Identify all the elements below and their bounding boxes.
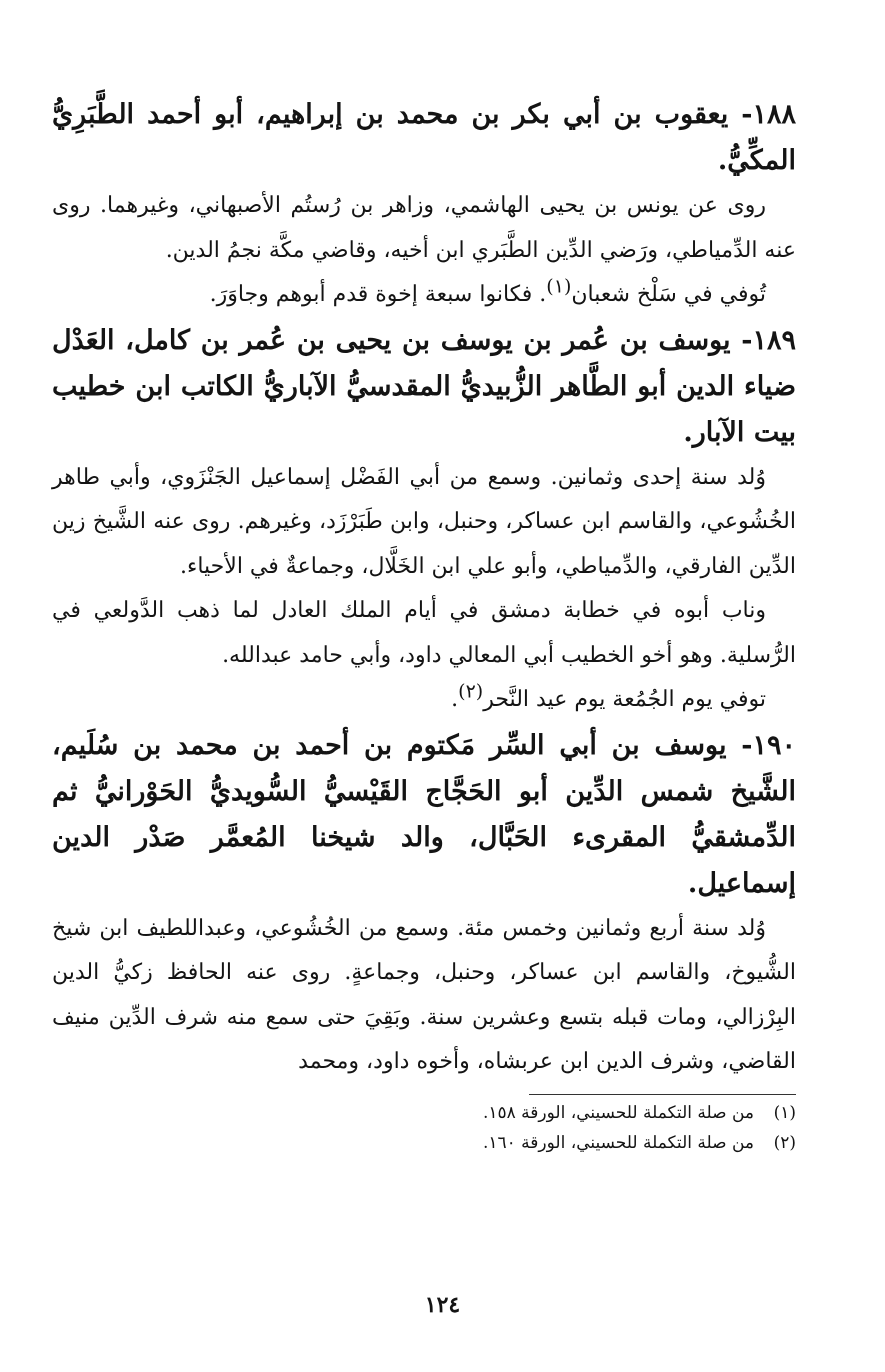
entry-heading-190	[52, 723, 796, 907]
footnote-divider	[529, 1094, 796, 1095]
footnote-marker[interactable]: (٢)	[458, 680, 484, 703]
footnote-text: من صلة التكملة للحسيني، الورقة ١٦٠.	[482, 1133, 754, 1153]
page-body	[52, 92, 796, 1085]
footnote-text: من صلة التكملة للحسيني، الورقة ١٥٨.	[482, 1103, 754, 1123]
paragraph-text: توفي يوم الجُمُعة يوم عيد النَّحر	[483, 687, 766, 712]
footnote-marker[interactable]: (١)	[546, 275, 572, 298]
paragraph-text: وُلد سنة أربع وثمانين وخمس مئة. وسمع من الخُشُوعي، وعبداللطيف ابن شيخ الشُّيوخ، والقاسم ابن عساكر، وحنبل، وجماعةٍ. روى عنه الحافظ زكيُّ الدين البِرْزالي، ومات قبله بتسع وعشرين سنة. وبَقِيَ حتى سمع منه شرف الدِّين منيف القاضي، وشرف الدين ابن عربشاه، وأخوه داود، ومحمد	[52, 915, 796, 1074]
page-number: ١٢٤	[424, 1292, 461, 1318]
entry-dash: -	[726, 729, 753, 761]
paragraph-text: وناب أبوه في خطابة دمشق في أيام الملك العادل لما ذهب الدَّولعي في الرُّسلية. وهو أخو الخطيب أبي المعالي داود، وأبي حامد عبدالله.	[52, 598, 796, 668]
paragraph-text: وُلد سنة إحدى وثمانين. وسمع من أبي الفَضْل إسماعيل الجَنْزَوي، وأبي طاهر الخُشُوعي، والقاسم ابن عساكر، وحنبل، وابن طَبَرْزَد، وغيرهم. روى عنه الشَّيخ زين الدِّين الفارقي، والدِّمياطي، وأبو علي ابن الخَلَّال، وجماعةٌ في الأحياء.	[52, 464, 796, 579]
entry-number: ١٨٩	[752, 324, 797, 356]
paragraph	[52, 456, 796, 590]
paragraph	[52, 678, 796, 723]
paragraph-text-continued: . فكانوا سبعة إخوة قدم أبوهم وجاوَرَ.	[209, 282, 547, 307]
paragraph	[52, 273, 796, 318]
paragraph-text: تُوفي في سَلْخ شعبان	[571, 282, 766, 307]
entry-heading-189	[52, 318, 796, 456]
entry-number: ١٩٠	[752, 729, 796, 761]
paragraph-text: روى عن يونس بن يحيى الهاشمي، وزاهر بن رُستُم الأصبهاني، وغيرهما. روى عنه الدِّمياطي، ورَضي الدِّين الطَّبَري ابن أخيه، وقاضي مكَّة نجمُ الدين.	[52, 193, 796, 263]
footnote-item	[52, 1098, 796, 1128]
entry-title: يوسف بن أبي السِّر مَكتوم بن أحمد بن محمد بن سُلَيم، الشَّيخ شمس الدِّين أبو الحَجَّاج القَيْسيُّ السُّويديُّ الحَوْرانيُّ ثم الدِّمشقيُّ المقرىء الحَبَّال، والد شيخنا المُعمَّر صَدْر الدين إسماعيل.	[52, 729, 796, 899]
entry-title: يعقوب بن أبي بكر بن محمد بن إبراهيم، أبو أحمد الطَّبَرِيُّ المكِّيُّ.	[52, 99, 796, 176]
entry-heading-188	[52, 92, 796, 184]
paragraph	[52, 907, 796, 1085]
paragraph	[52, 589, 796, 678]
paragraph-text-continued: .	[451, 687, 459, 712]
footnote-number: (٢)	[773, 1133, 796, 1153]
footnote-number: (١)	[773, 1103, 796, 1123]
entry-dash: -	[728, 99, 753, 130]
entry-number: ١٨٨	[752, 99, 797, 130]
footnotes	[52, 1098, 796, 1158]
footnote-item	[52, 1128, 796, 1158]
entry-title: يوسف بن عُمر بن يوسف بن يحيى بن عُمر بن كامل، العَدْل ضياء الدين أبو الطَّاهر الزُّبيديُّ المقدسيُّ الآباريُّ الكاتب ابن خطيب بيت الآبار.	[52, 324, 796, 448]
entry-dash: -	[730, 324, 753, 356]
paragraph	[52, 184, 796, 273]
